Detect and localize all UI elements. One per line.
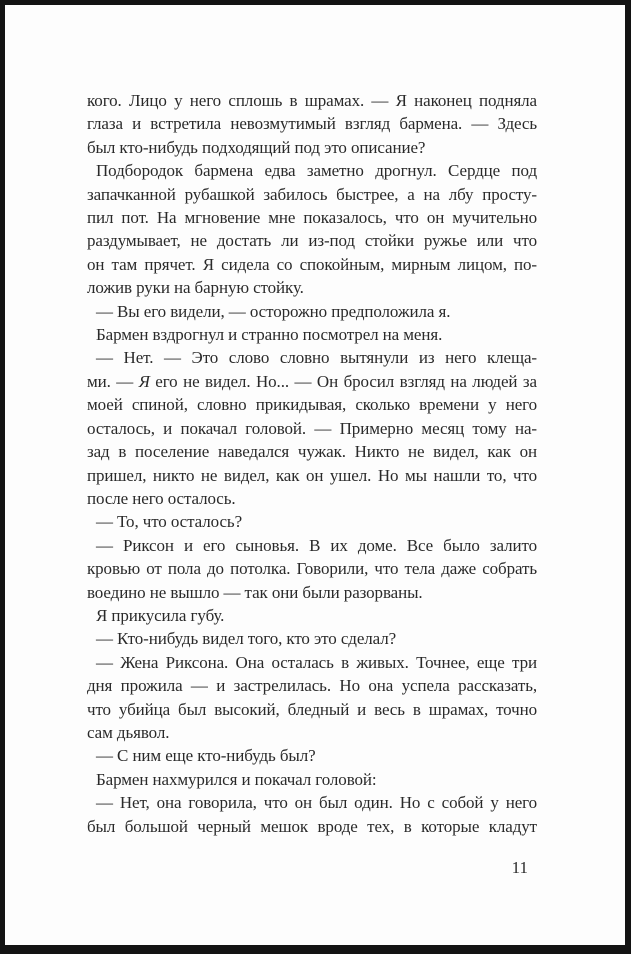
text-line: осталось, и покачал головой. — Примерно месяц тому на-	[87, 418, 537, 438]
text-line: Я прикусила губу.	[96, 605, 225, 625]
text-line: после него осталось.	[87, 488, 236, 508]
text-line: моей спиной, словно прикидывая, сколько времени у него	[87, 395, 537, 415]
book-page	[5, 5, 625, 945]
text-line: кого. Лицо у него сплошь в шрамах. — Я наконец подняла	[87, 91, 537, 110]
text-line	[87, 370, 537, 393]
text-line: дня прожила — и застрелилась. Но она успела рассказать,	[87, 676, 537, 696]
text-segment: его не видел. Но... — Он бросил взгляд на людей за	[149, 371, 537, 391]
text-line: был кто-нибудь подходящий под это описание?	[87, 137, 426, 157]
text-line: пил пот. На мгновение мне показалось, что он мучительно	[87, 208, 537, 228]
text-line: сам дьявол.	[87, 722, 170, 742]
text-line: зад в поселение наведался чужак. Никто не видел, как он	[87, 442, 537, 462]
text-line: воедино не вышло — так они были разорваны.	[87, 582, 423, 602]
text-line: кровью от пола до потолка. Говорили, что тела даже собрать	[87, 559, 537, 579]
text-line: раздумывает, не достать ли из-под стойки ружье или что	[87, 231, 537, 251]
text-line: глаза и встретила невозмутимый взгляд бармена. — Здесь	[87, 114, 537, 134]
text-line: — С ним еще кто-нибудь был?	[96, 746, 316, 766]
text-segment: ми. —	[87, 371, 139, 391]
text-block	[87, 89, 537, 838]
text-line: он там прячет. Я сидела со спокойным, мирным лицом, по-	[87, 254, 537, 274]
text-line: Бармен вздрогнул и странно посмотрел на меня.	[96, 325, 443, 345]
text-line: ложив руки на барную стойку.	[87, 278, 304, 298]
text-line: — Нет. — Это слово словно вытянули из него клеща-	[96, 348, 537, 368]
text-line: запачканной рубашкой забилось быстрее, а на лбу просту-	[87, 184, 537, 204]
text-line: что убийца был высокий, бледный и весь в шрамах, точно	[87, 699, 537, 719]
page-number: 11	[511, 858, 528, 877]
text-line: — Риксон и его сыновья. В их доме. Все было залито	[96, 535, 537, 555]
text-line: пришел, никто не видел, как он ушел. Но мы нашли то, что	[87, 465, 537, 485]
italic-text-segment: Я	[138, 371, 150, 391]
text-line: — Жена Риксона. Она осталась в живых. Точнее, еще три	[96, 652, 537, 672]
text-line: Подбородок бармена едва заметно дрогнул. Сердце под	[96, 161, 537, 181]
text-line: — Вы его видели, — осторожно предположила я.	[96, 301, 451, 321]
text-line: — То, что осталось?	[96, 512, 243, 532]
text-line: был большой черный мешок вроде тех, в которые кладут	[87, 816, 537, 836]
text-line: Бармен нахмурился и покачал головой:	[96, 769, 377, 789]
text-line: — Кто-нибудь видел того, кто это сделал?	[96, 629, 397, 649]
text-line: — Нет, она говорила, что он был один. Но с собой у него	[96, 793, 537, 813]
